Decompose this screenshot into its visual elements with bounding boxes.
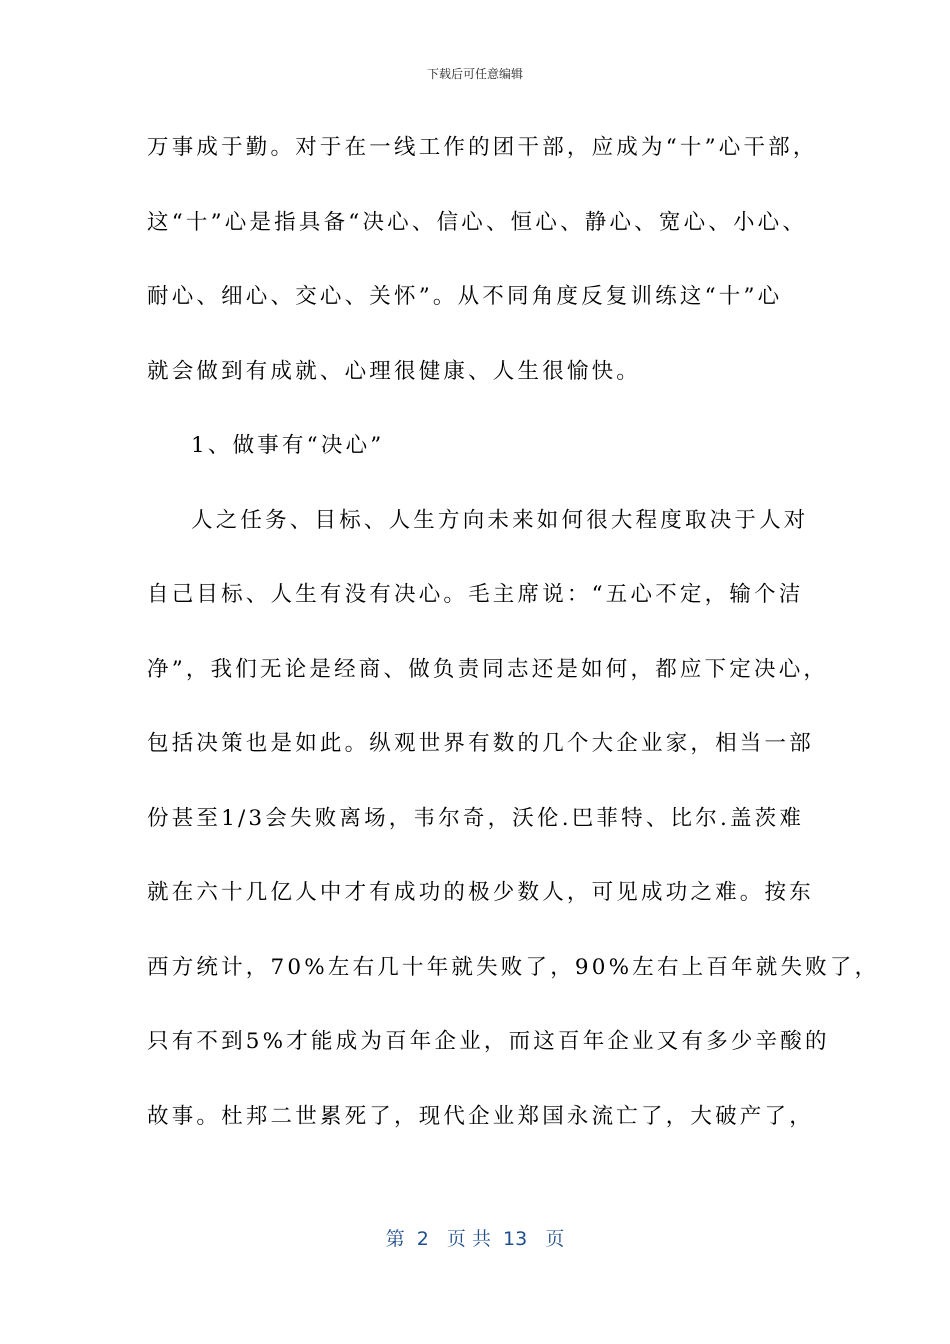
body-line: 人之任务、目标、人生方向未来如何很大程度取决于人对 bbox=[191, 507, 809, 533]
body-line: 净”，我们无论是经商、做负责同志还是如何，都应下定决心， bbox=[147, 656, 829, 682]
document-body bbox=[147, 124, 880, 1167]
page-number-footer: 第 2 页 共 13 页 bbox=[385, 1228, 565, 1250]
body-line: 包括决策也是如此。纵观世界有数的几个大企业家，相当一部 bbox=[147, 731, 814, 756]
body-line: 这“十”心是指具备“决心、信心、恒心、静心、宽心、小心、 bbox=[147, 209, 808, 235]
body-line: 耐心、细心、交心、关怀”。从不同角度反复训练这“十”心 bbox=[147, 284, 783, 309]
body-line: 万事成于勤。对于在一线工作的团干部，应成为“十”心干部， bbox=[147, 135, 818, 160]
body-line: 就会做到有成就、心理很健康、人生很愉快。 bbox=[147, 358, 642, 384]
body-line: 就在六十几亿人中才有成功的极少数人，可见成功之难。按东 bbox=[147, 880, 814, 905]
body-line: 西方统计，70%左右几十年就失败了，90%左右上百年就失败了， bbox=[147, 954, 880, 980]
body-line: 故事。杜邦二世累死了，现代企业郑国永流亡了，大破产了， bbox=[147, 1103, 814, 1129]
page-header: 下载后可任意编辑 bbox=[426, 67, 523, 81]
section-heading: 1、做事有“决心” bbox=[191, 433, 385, 458]
body-line: 只有不到5%才能成为百年企业，而这百年企业又有多少辛酸的 bbox=[147, 1029, 830, 1054]
body-line: 份甚至1/3会失败离场，韦尔奇，沃伦.巴菲特、比尔.盖茨难 bbox=[147, 805, 805, 831]
body-line: 自己目标、人生有没有决心。毛主席说：“五心不定，输个洁 bbox=[147, 582, 804, 607]
